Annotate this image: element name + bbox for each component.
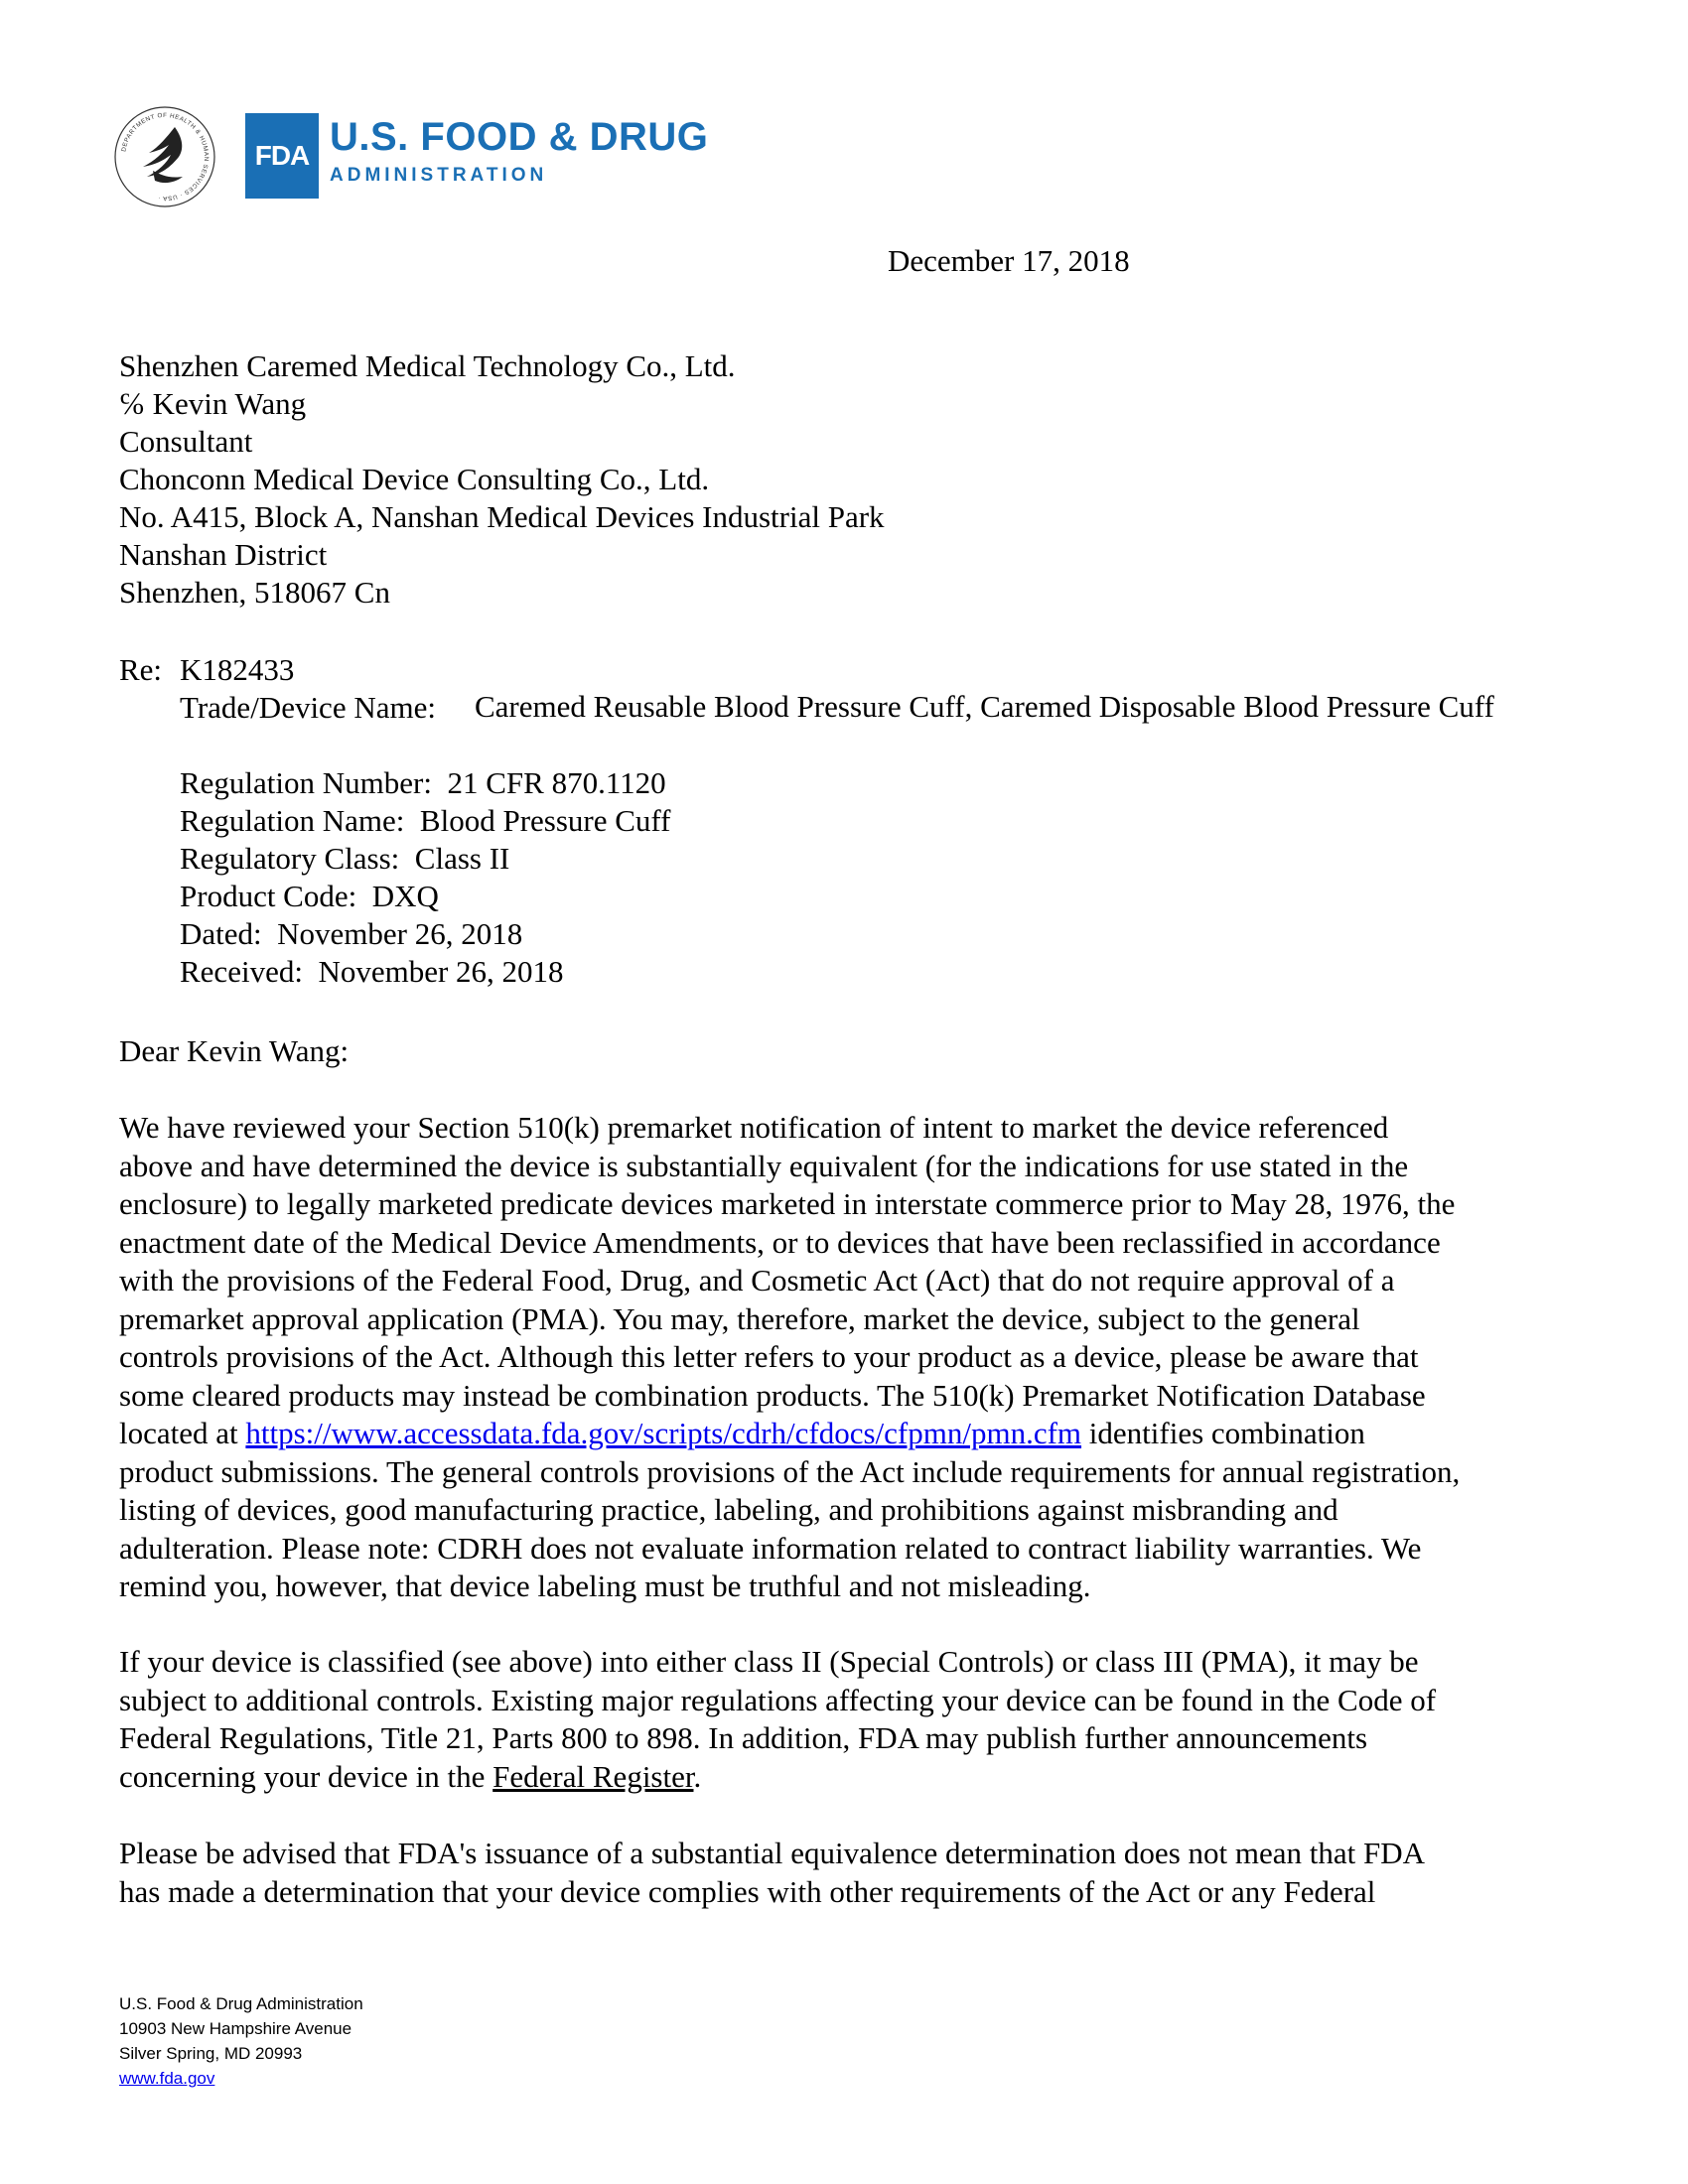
address-line: ℅ Kevin Wang [119,386,307,421]
agency-subtitle: ADMINISTRATION [330,165,548,186]
text-span: identifies combination [1081,1416,1365,1450]
dated-value: November 26, 2018 [277,916,523,951]
footer-address [119,1991,363,2091]
text-span: . [693,1758,702,1794]
paragraph-line: If your device is classified (see above) into either class II (Special Controls) or class III (PMA), it may be [119,1644,1419,1679]
footer-line: 10903 New Hampshire Avenue [119,2019,352,2038]
paragraph-3 [119,1835,1569,1911]
address-line: Nanshan District [119,537,328,572]
paragraph-line: has made a determination that your device complies with other requirements of the Act or any Federal [119,1873,1376,1909]
paragraph-line: above and have determined the device is substantially equivalent (for the indications for use stated in the [119,1148,1409,1183]
trade-name-label: Trade/Device Name: [180,690,436,725]
paragraph-line: premarket approval application (PMA). You may, therefore, market the device, subject to the general [119,1300,1360,1336]
product-code-value: DXQ [371,879,439,913]
paragraph-line: listing of devices, good manufacturing practice, labeling, and prohibitions against misbranding and [119,1492,1338,1527]
paragraph-line: with the provisions of the Federal Food, Drug, and Cosmetic Act (Act) that do not require approval of a [119,1263,1395,1297]
received-value: November 26, 2018 [318,954,564,989]
paragraph-1 [119,1109,1569,1606]
fda-logo: FDA [245,113,319,199]
dated-label: Dated: [180,916,262,951]
text-span: located at [119,1416,246,1450]
text-span: concerning your device in the [119,1758,493,1794]
paragraph-line: remind you, however, that device labeling must be truthful and not misleading. [119,1569,1091,1603]
regulatory-class-value: Class II [414,841,510,876]
regulation-name-label: Regulation Name: [180,803,405,838]
paragraph-line: product submissions. The general controls provisions of the Act include requirements for annual registration, [119,1453,1461,1489]
paragraph-line: Please be advised that FDA's issuance of a substantial equivalence determination does not mean that FDA [119,1836,1426,1870]
regulation-name-value: Blood Pressure Cuff [419,803,671,838]
paragraph-line: enclosure) to legally marketed predicate devices marketed in interstate commerce prior to May 28, 1976, the [119,1186,1456,1221]
paragraph-line: controls provisions of the Act. Although this letter refers to your product as a device, please be aware that [119,1339,1419,1374]
footer-line: U.S. Food & Drug Administration [119,1994,363,2013]
paragraph-line: subject to additional controls. Existing major regulations affecting your device can be found in the Code of [119,1682,1437,1717]
svg-text:DEPARTMENT OF HEALTH & HUMAN S: DEPARTMENT OF HEALTH & HUMAN SERVICES · USA · [120,111,211,203]
footer-line: Silver Spring, MD 20993 [119,2044,303,2063]
re-number: K182433 [180,652,295,687]
address-line: Shenzhen, 518067 Cn [119,575,390,610]
recipient-address [119,347,885,612]
paragraph-line: enactment date of the Medical Device Amendments, or to devices that have been reclassified in accordance [119,1224,1441,1260]
address-line: Chonconn Medical Device Consulting Co., Ltd. [119,462,710,496]
paragraph-line: adulteration. Please note: CDRH does not evaluate information related to contract liability warranties. We [119,1530,1422,1566]
re-block [180,651,1550,991]
regulation-number-value: 21 CFR 870.1120 [447,765,666,800]
paragraph-line [119,1758,1569,1797]
paragraph-2 [119,1643,1569,1796]
address-line: Shenzhen Caremed Medical Technology Co., Ltd. [119,348,736,383]
re-label: Re: [119,652,163,687]
trade-name-value: Caremed Reusable Blood Pressure Cuff, Caremed Disposable Blood Pressure Cuff [475,689,1494,724]
letter-date: December 17, 2018 [888,243,1130,278]
paragraph-line: Federal Regulations, Title 21, Parts 800 to 898. In addition, FDA may publish further announcements [119,1720,1368,1755]
paragraph-line: We have reviewed your Section 510(k) premarket notification of intent to market the device referenced [119,1110,1389,1145]
address-line: Consultant [119,424,253,459]
address-line: No. A415, Block A, Nanshan Medical Devices Industrial Park [119,499,885,534]
regulatory-class-label: Regulatory Class: [180,841,400,876]
hhs-seal-icon [113,105,216,208]
regulation-number-label: Regulation Number: [180,765,432,800]
fda-website-link[interactable]: www.fda.gov [119,2069,215,2088]
salutation: Dear Kevin Wang: [119,1033,350,1068]
pmn-database-link[interactable]: https://www.accessdata.fda.gov/scripts/cdrh/cfdocs/cfpmn/pmn.cfm [245,1416,1082,1450]
paragraph-line: some cleared products may instead be combination products. The 510(k) Premarket Notification Database [119,1377,1426,1413]
received-label: Received: [180,954,303,989]
paragraph-line [119,1415,1569,1453]
agency-name: U.S. FOOD & DRUG [330,115,709,159]
federal-register-text: Federal Register [492,1758,694,1794]
product-code-label: Product Code: [180,879,357,913]
